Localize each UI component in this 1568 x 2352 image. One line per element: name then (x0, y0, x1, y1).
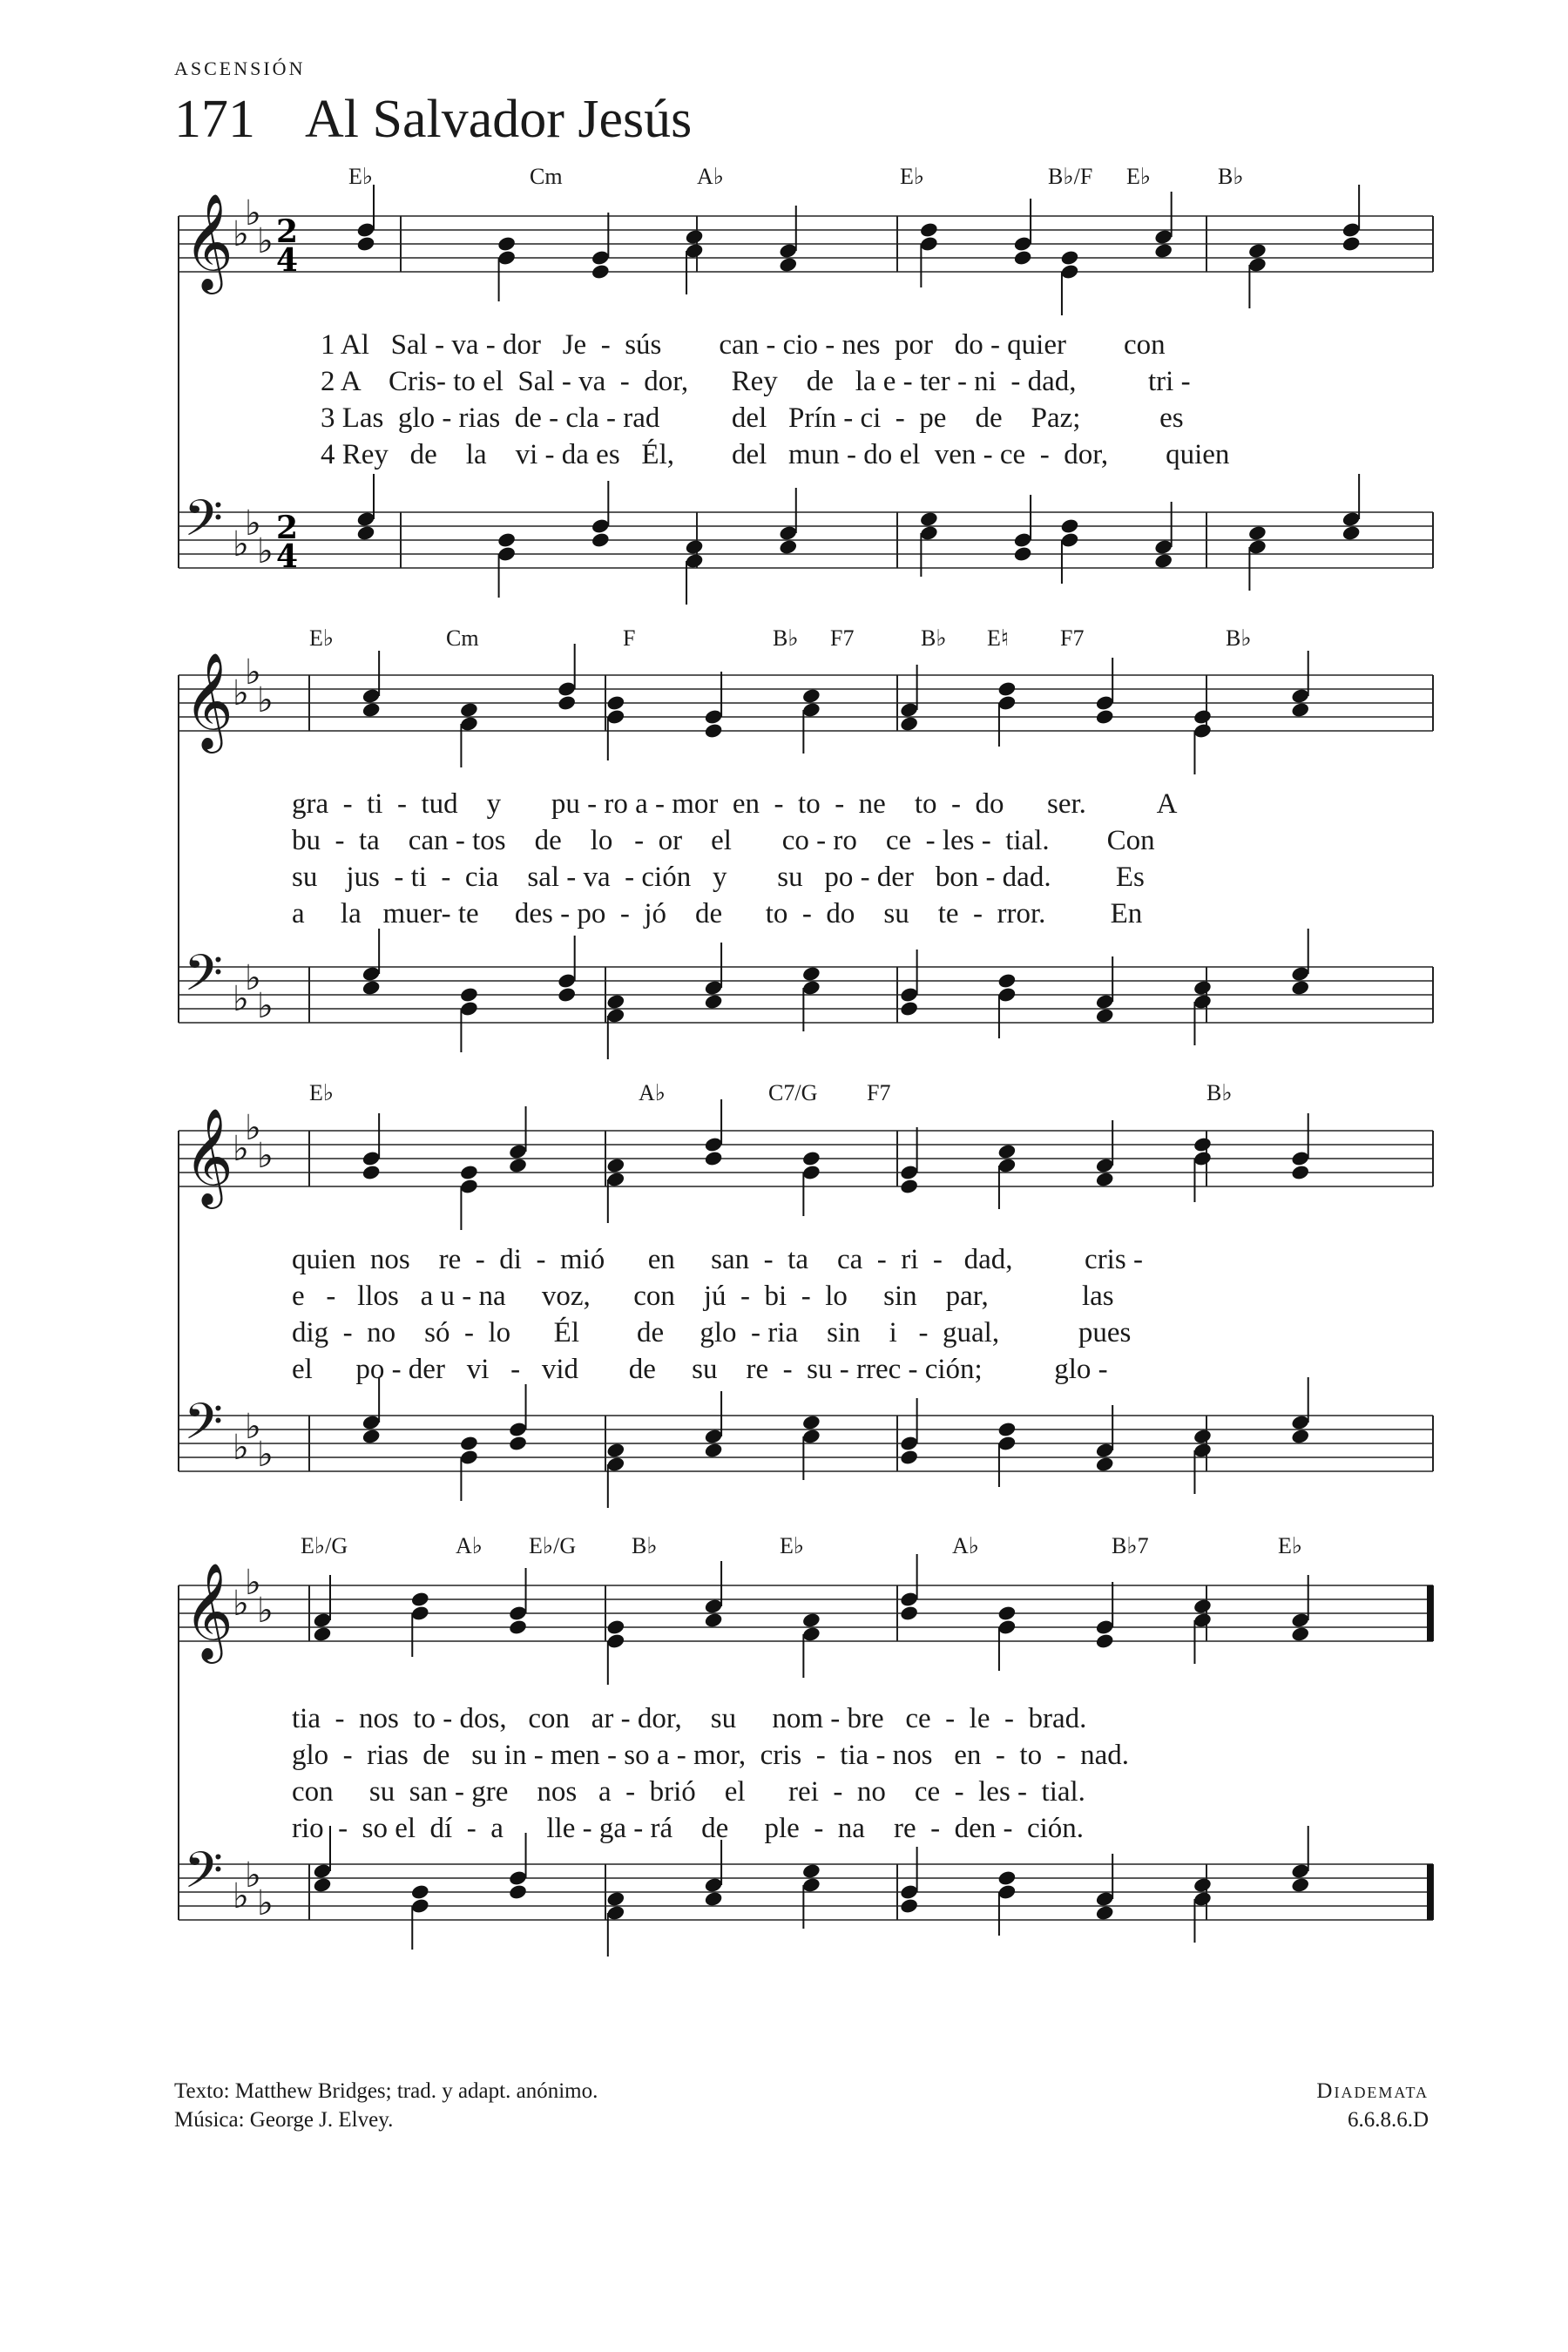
note-head (1095, 1632, 1115, 1650)
lyric-verse-3: dig - no só - lo Él de glo - ria sin i - gual, pues (292, 1317, 1132, 1348)
note-head (1193, 1612, 1213, 1629)
lyric-verse-3: su jus - ti - cia sal - va - ción y su po - der bon - dad. Es (292, 862, 1145, 893)
note-head (1095, 1904, 1115, 1922)
note-head (313, 1876, 333, 1894)
note-head (685, 538, 705, 556)
chord-symbol: B♭ (921, 625, 947, 651)
time-signature-bottom: 4 (276, 242, 299, 279)
note-head (1153, 242, 1173, 260)
chord-symbol: E♭ (309, 625, 335, 651)
credits (174, 2077, 598, 2134)
hymn-title: Al Salvador Jesús (305, 90, 693, 149)
treble-staff (179, 1554, 1433, 1685)
key-signature-flat-icon: ♭ (233, 524, 249, 564)
note-head (899, 701, 919, 719)
key-signature-flat-icon: ♭ (257, 1136, 274, 1176)
key-signature-flat-icon: ♭ (245, 1108, 261, 1148)
note-head (685, 552, 705, 570)
treble-staff (179, 644, 1433, 774)
note-head (1290, 1862, 1310, 1880)
note-head (801, 965, 821, 983)
note-head (508, 1435, 528, 1452)
chord-symbol: E♮ (987, 625, 1010, 651)
note-head (1013, 249, 1033, 267)
note-head (1013, 235, 1033, 253)
meter: 6.6.8.6.D (1347, 2108, 1429, 2132)
note-head (410, 1897, 430, 1915)
hymn-number: 171 (174, 90, 255, 149)
note-head (459, 1435, 479, 1452)
note-head (899, 1435, 919, 1452)
note-head (1193, 1428, 1213, 1445)
chord-symbol: B♭/F (1048, 164, 1093, 189)
note-head (899, 1591, 919, 1608)
key-signature-flat-icon: ♭ (233, 673, 249, 713)
note-head (801, 1625, 821, 1643)
note-head (997, 1421, 1017, 1438)
note-head (362, 701, 382, 719)
note-head (778, 242, 798, 260)
note-head (685, 228, 705, 246)
note-head (459, 1178, 479, 1195)
note-head (557, 680, 577, 698)
note-head (1290, 1428, 1310, 1445)
note-head (704, 1136, 724, 1153)
note-head (1193, 979, 1213, 997)
note-head (557, 694, 577, 712)
note-head (508, 1883, 528, 1901)
note-head (801, 687, 821, 705)
note-head (801, 979, 821, 997)
note-head (1290, 1164, 1310, 1181)
note-head (899, 1000, 919, 1017)
note-head (605, 993, 625, 1010)
note-head (919, 235, 939, 253)
note-head (997, 1869, 1017, 1887)
note-head (997, 1605, 1017, 1622)
note-head (997, 1435, 1017, 1452)
bass-clef-icon: 𝄢 (184, 943, 224, 1015)
lyric-verse-2: 2 A Cris- to el Sal - va - dor, Rey de la e - ter - ni - dad, tri - (321, 366, 1191, 397)
chord-symbol: A♭ (952, 1533, 980, 1558)
note-head (801, 1862, 821, 1880)
note-head (605, 1890, 625, 1908)
note-head (704, 1150, 724, 1167)
note-head (704, 1612, 724, 1629)
key-signature-flat-icon: ♭ (245, 1855, 261, 1896)
note-head (1095, 708, 1115, 726)
key-signature-flat-icon: ♭ (245, 652, 261, 693)
note-head (605, 694, 625, 712)
note-head (362, 1428, 382, 1445)
note-head (1095, 993, 1115, 1010)
note-head (1290, 1625, 1310, 1643)
note-head (362, 965, 382, 983)
key-signature-flat-icon: ♭ (245, 1563, 261, 1603)
note-head (1193, 708, 1213, 726)
note-head (801, 1164, 821, 1181)
note-head (508, 1157, 528, 1174)
note-head (801, 1150, 821, 1167)
note-head (997, 1157, 1017, 1174)
note-head (997, 972, 1017, 990)
note-head (362, 979, 382, 997)
note-head (801, 1414, 821, 1431)
note-head (356, 235, 376, 253)
chord-symbol: E♭ (348, 164, 374, 189)
note-head (557, 986, 577, 1004)
note-head (801, 1428, 821, 1445)
time-signature-top: 2 (276, 213, 299, 250)
note-head (1193, 993, 1213, 1010)
note-head (459, 715, 479, 733)
note-head (410, 1605, 430, 1622)
note-head (557, 972, 577, 990)
note-head (1193, 722, 1213, 740)
note-head (1095, 1442, 1115, 1459)
note-head (362, 1414, 382, 1431)
chord-symbol: C7/G (768, 1080, 818, 1105)
tune-info (1316, 2077, 1429, 2134)
note-head (508, 1143, 528, 1160)
note-head (1342, 221, 1362, 239)
key-signature-flat-icon: ♭ (257, 986, 274, 1026)
note-head (497, 545, 517, 563)
note-head (704, 1598, 724, 1615)
note-head (778, 524, 798, 542)
chord-symbol: A♭ (639, 1080, 666, 1105)
note-head (362, 687, 382, 705)
note-head (591, 249, 611, 267)
time-signature-bottom: 4 (276, 538, 299, 575)
note-head (497, 531, 517, 549)
note-head (1153, 552, 1173, 570)
note-head (605, 1442, 625, 1459)
note-head (1095, 1619, 1115, 1636)
lyric-verse-4: rio - so el dí - a lle - ga - rá de ple - na re - den - ción. (292, 1813, 1085, 1844)
note-head (704, 708, 724, 726)
chord-symbol: E♭ (780, 1533, 805, 1558)
note-head (1060, 531, 1080, 549)
note-head (313, 1862, 333, 1880)
note-head (1060, 263, 1080, 280)
chord-symbol: B♭ (632, 1533, 658, 1558)
treble-clef-icon: 𝄞 (184, 1562, 233, 1659)
text-credit: Texto: Matthew Bridges; trad. y adapt. anónimo. (174, 2079, 598, 2103)
bass-clef-icon: 𝄢 (184, 1392, 224, 1463)
chord-symbol: B♭ (1206, 1080, 1233, 1105)
treble-clef-icon: 𝄞 (184, 193, 233, 290)
note-head (1095, 1456, 1115, 1473)
note-head (591, 263, 611, 280)
note-head (1290, 701, 1310, 719)
key-signature-flat-icon: ♭ (245, 504, 261, 544)
note-head (591, 531, 611, 549)
note-head (1095, 1171, 1115, 1188)
note-head (356, 524, 376, 542)
key-signature-flat-icon: ♭ (233, 1876, 249, 1916)
note-head (1342, 235, 1362, 253)
note-head (801, 1612, 821, 1629)
chord-symbol: E♭ (1278, 1533, 1303, 1558)
bass-clef-icon: 𝄢 (184, 1841, 224, 1912)
chord-symbol: Cm (530, 164, 563, 189)
note-head (801, 701, 821, 719)
final-bar-line (1427, 1585, 1433, 1641)
lyric-verse-4: el po - der vi - vid de su re - su - rrec - ción; glo - (292, 1354, 1108, 1385)
note-head (1290, 1414, 1310, 1431)
bass-staff (179, 474, 1433, 605)
note-head (997, 680, 1017, 698)
note-head (1290, 687, 1310, 705)
note-head (899, 1178, 919, 1195)
key-signature-flat-icon: ♭ (257, 1883, 274, 1923)
note-head (459, 1000, 479, 1017)
note-head (919, 510, 939, 528)
note-head (1290, 1150, 1310, 1167)
note-head (704, 1876, 724, 1894)
note-head (1342, 524, 1362, 542)
final-bar-line (1427, 1864, 1433, 1920)
key-signature-flat-icon: ♭ (257, 1591, 274, 1631)
chord-symbol: B♭ (773, 625, 799, 651)
note-head (1013, 531, 1033, 549)
key-signature-flat-icon: ♭ (245, 1407, 261, 1447)
tune-name: Diademata (1316, 2079, 1429, 2103)
lyric-verse-3: con su san - gre nos a - brió el rei - no ce - les - tial. (292, 1776, 1085, 1808)
lyric-verse-2: e - llos a u - na voz, con jú - bi - lo sin par, las (292, 1281, 1114, 1312)
treble-staff (179, 1099, 1433, 1230)
note-head (1095, 1157, 1115, 1174)
chord-symbol: F7 (1060, 625, 1085, 651)
chord-symbol: Cm (446, 625, 479, 651)
note-head (1290, 1612, 1310, 1629)
note-head (704, 722, 724, 740)
note-head (899, 986, 919, 1004)
note-head (508, 1869, 528, 1887)
treble-clef-icon: 𝄞 (184, 652, 233, 749)
note-head (508, 1421, 528, 1438)
note-head (1290, 979, 1310, 997)
note-head (704, 979, 724, 997)
note-head (459, 1449, 479, 1466)
note-head (605, 1007, 625, 1024)
note-head (605, 708, 625, 726)
note-head (459, 701, 479, 719)
note-head (362, 1150, 382, 1167)
chord-symbol: E♭/G (301, 1533, 348, 1558)
note-head (899, 1605, 919, 1622)
bass-staff (179, 1377, 1433, 1508)
lyric-verse-1: 1 Al Sal - va - dor Je - sús can - cio - nes por do - quier con (321, 329, 1166, 361)
note-head (605, 1456, 625, 1473)
note-head (605, 1157, 625, 1174)
lyric-verse-1: quien nos re - di - mió en san - ta ca - ri - dad, cris - (292, 1244, 1143, 1275)
note-head (356, 510, 376, 528)
note-head (1095, 694, 1115, 712)
note-head (704, 1890, 724, 1908)
note-head (997, 1619, 1017, 1636)
note-head (997, 694, 1017, 712)
note-head (1247, 256, 1267, 274)
key-signature-flat-icon: ♭ (257, 680, 274, 720)
lyric-verse-3: 3 Las glo - rias de - cla - rad del Prín - ci - pe de Paz; es (321, 402, 1184, 434)
note-head (410, 1591, 430, 1608)
treble-staff (179, 185, 1433, 315)
key-signature-flat-icon: ♭ (257, 221, 274, 261)
chord-symbol: B♭ (1226, 625, 1252, 651)
note-head (1342, 510, 1362, 528)
note-head (778, 538, 798, 556)
note-head (497, 249, 517, 267)
music-credit: Música: George J. Elvey. (174, 2108, 394, 2132)
note-head (899, 1164, 919, 1181)
note-head (919, 221, 939, 239)
key-signature-flat-icon: ♭ (233, 1428, 249, 1468)
key-signature-flat-icon: ♭ (233, 1129, 249, 1169)
treble-clef-icon: 𝄞 (184, 1107, 233, 1205)
note-head (704, 1428, 724, 1445)
note-head (313, 1612, 333, 1629)
key-signature-flat-icon: ♭ (245, 958, 261, 998)
note-head (410, 1883, 430, 1901)
bass-staff (179, 1826, 1433, 1957)
note-head (899, 715, 919, 733)
note-head (459, 1164, 479, 1181)
note-head (1290, 965, 1310, 983)
note-head (497, 235, 517, 253)
note-head (997, 1883, 1017, 1901)
note-head (605, 1619, 625, 1636)
section-label: ASCENSIÓN (174, 57, 306, 79)
note-head (704, 1442, 724, 1459)
note-head (356, 221, 376, 239)
key-signature-flat-icon: ♭ (257, 531, 274, 571)
chord-symbol: A♭ (697, 164, 725, 189)
note-head (1193, 1890, 1213, 1908)
note-head (1153, 538, 1173, 556)
note-head (605, 1171, 625, 1188)
note-head (919, 524, 939, 542)
note-head (362, 1164, 382, 1181)
lyric-verse-2: glo - rias de su in - men - so a - mor, cris - tia - nos en - to - nad. (292, 1740, 1129, 1771)
chord-symbol: E♭ (1126, 164, 1152, 189)
chord-symbol: E♭/G (529, 1533, 577, 1558)
chord-symbol: F (623, 625, 636, 651)
note-head (899, 1449, 919, 1466)
bass-staff (179, 929, 1433, 1059)
note-head (1193, 1598, 1213, 1615)
note-head (704, 993, 724, 1010)
note-head (313, 1625, 333, 1643)
note-head (459, 986, 479, 1004)
note-head (1193, 1876, 1213, 1894)
note-head (1095, 1007, 1115, 1024)
note-head (899, 1897, 919, 1915)
note-head (1193, 1442, 1213, 1459)
chord-symbol: E♭ (900, 164, 925, 189)
lyric-verse-1: tia - nos to - dos, con ar - dor, su nom - bre ce - le - brad. (292, 1703, 1087, 1734)
note-head (685, 242, 705, 260)
note-head (1247, 242, 1267, 260)
note-head (1095, 1890, 1115, 1908)
note-head (778, 256, 798, 274)
chord-symbol: F7 (830, 625, 855, 651)
note-head (1013, 545, 1033, 563)
note-head (605, 1632, 625, 1650)
note-head (801, 1876, 821, 1894)
note-head (605, 1904, 625, 1922)
note-head (997, 986, 1017, 1004)
time-signature-top: 2 (276, 510, 299, 546)
key-signature-flat-icon: ♭ (245, 193, 261, 233)
note-head (1060, 517, 1080, 535)
note-head (508, 1619, 528, 1636)
note-head (1290, 1876, 1310, 1894)
key-signature-flat-icon: ♭ (233, 1584, 249, 1624)
note-head (1193, 1136, 1213, 1153)
key-signature-flat-icon: ♭ (257, 1435, 274, 1475)
note-head (1060, 249, 1080, 267)
bass-clef-icon: 𝄢 (184, 489, 224, 560)
lyric-verse-4: 4 Rey de la vi - da es Él, del mun - do el ven - ce - dor, quien (321, 439, 1230, 470)
note-head (1153, 228, 1173, 246)
note-head (997, 1143, 1017, 1160)
note-head (1193, 1150, 1213, 1167)
chord-symbol: A♭ (456, 1533, 483, 1558)
note-head (899, 1883, 919, 1901)
key-signature-flat-icon: ♭ (233, 979, 249, 1019)
key-signature-flat-icon: ♭ (233, 214, 249, 254)
note-head (508, 1605, 528, 1622)
note-head (1247, 524, 1267, 542)
lyric-verse-4: a la muer- te des - po - jó de to - do su te - rror. En (292, 898, 1143, 929)
note-head (591, 517, 611, 535)
chord-symbol: F7 (867, 1080, 891, 1105)
chord-symbol: B♭7 (1112, 1533, 1149, 1558)
chord-symbol: B♭ (1218, 164, 1244, 189)
chord-symbol: E♭ (309, 1080, 335, 1105)
lyric-verse-2: bu - ta can - tos de lo - or el co - ro ce - les - tial. Con (292, 825, 1155, 856)
lyric-verse-1: gra - ti - tud y pu - ro a - mor en - to - ne to - do ser. A (292, 788, 1178, 820)
note-head (1247, 538, 1267, 556)
